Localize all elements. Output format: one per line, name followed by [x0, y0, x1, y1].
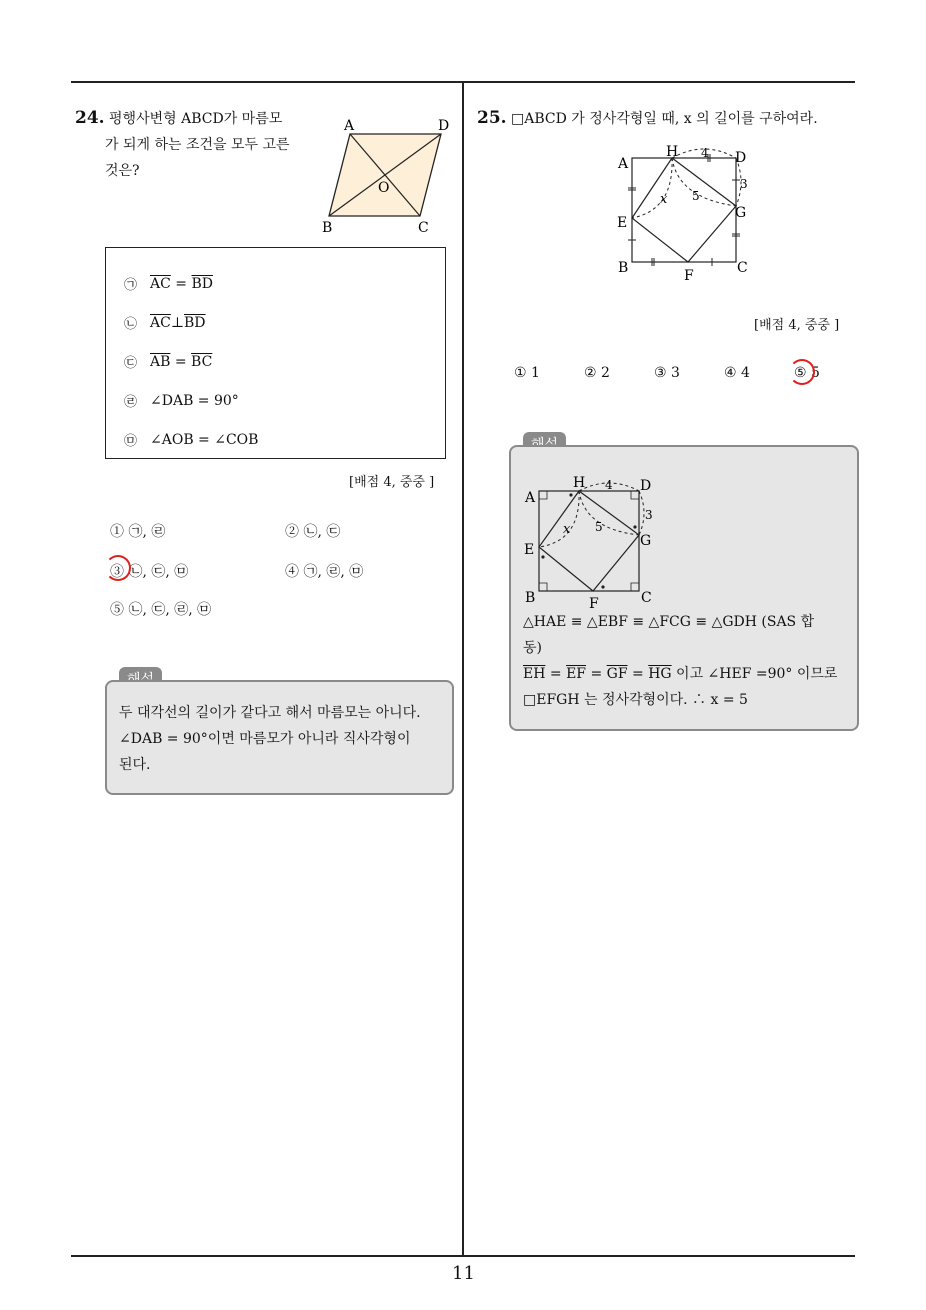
q25-choice-3[interactable]: ③ 3: [654, 365, 680, 381]
segment-bd: $\overline{BD}$: [184, 314, 206, 331]
solution-line1: 두 대각선의 길이가 같다고 해서 마름모는 아니다.: [119, 705, 421, 721]
q25-choice-5[interactable]: ⑤ 5: [794, 365, 820, 381]
solution-line2: 동): [523, 640, 542, 656]
tick-marks: [628, 154, 740, 266]
q24-choice-3[interactable]: ③ ㉡, ㉢, ㉤: [110, 564, 189, 580]
condition-3: [124, 352, 212, 371]
q25-answer-circle: [789, 359, 815, 385]
q24-answer-circle: [105, 555, 131, 581]
fig-label-d: D: [640, 478, 652, 494]
segment-bc: $\overline{BC}$: [191, 353, 213, 370]
q24-parallelogram-figure: [310, 110, 460, 240]
q25-text: [477, 105, 857, 132]
condition-mark: ㉢: [124, 356, 138, 371]
square-abcd: [632, 158, 736, 262]
operator: ⊥: [170, 314, 184, 331]
square-efgh: [632, 158, 736, 262]
condition-mark: ㉡: [124, 317, 138, 332]
fig-label-d: D: [735, 150, 747, 166]
operator: =: [545, 666, 567, 682]
fig-label-f: F: [684, 268, 694, 284]
fig-label-g: G: [735, 205, 747, 221]
solution-line3: 된다.: [119, 757, 151, 773]
q24-solution-text: [119, 700, 449, 778]
angle-dots: [541, 493, 636, 588]
square-efgh: [539, 491, 639, 591]
segment-hg: $\overline{HG}$: [648, 666, 672, 682]
q24-number: 24.: [75, 108, 105, 128]
fig-label-3: 3: [740, 177, 748, 191]
q25-solution-figure: [519, 467, 669, 612]
fig-label-x: x: [563, 522, 571, 537]
fig-label-4: 4: [605, 478, 613, 492]
fig-label-h: H: [573, 475, 586, 491]
fig-label-c: C: [641, 590, 652, 606]
condition-5: [124, 430, 258, 449]
q24-text-line2: 가 되게 하는 조건을 모두 고른: [105, 137, 290, 153]
bottom-rule: [71, 1255, 855, 1257]
segment-ab: $\overline{AB}$: [150, 353, 171, 370]
segment-gf: $\overline{GF}$: [606, 666, 628, 682]
q24-text: [75, 105, 315, 184]
solution-line3-rest: 이고 ∠HEF =90° 이므로: [671, 666, 838, 682]
condition-4: [124, 391, 239, 410]
label-d: D: [438, 118, 450, 134]
operator: =: [170, 353, 192, 370]
q24-choice-1[interactable]: ① ㉠, ㉣: [110, 524, 166, 540]
segment-ac: $\overline{AC}$: [150, 275, 171, 292]
right-angle-marks: [539, 491, 639, 591]
q25-question-text: □ABCD 가 정사각형일 때, x 의 길이를 구하여라.: [511, 111, 818, 127]
q25-choice-4[interactable]: ④ 4: [724, 365, 750, 381]
segment-ef: $\overline{EF}$: [566, 666, 587, 682]
solution-line4: □EFGH 는 정사각형이다. ∴ x = 5: [523, 692, 748, 708]
q24-choice-5[interactable]: ⑤ ㉡, ㉢, ㉣, ㉤: [110, 602, 212, 618]
label-c: C: [418, 220, 429, 236]
q24-conditions-box: [105, 247, 446, 459]
q25-score: [배점 4, 중중 ]: [754, 318, 840, 333]
q24-score: [배점 4, 중중 ]: [349, 475, 435, 490]
fig-label-a: A: [618, 156, 629, 172]
fig-label-b: B: [525, 590, 536, 606]
segment-ac: $\overline{AC}$: [150, 314, 171, 331]
solution-line1: △HAE ≡ △EBF ≡ △FCG ≡ △GDH (SAS 합: [523, 614, 815, 630]
q25-square-figure: [612, 140, 762, 285]
q24-solution-box: [105, 680, 454, 795]
fig-label-x: x: [660, 192, 668, 207]
fig-label-5: 5: [595, 520, 603, 534]
condition-mark: ㉣: [124, 395, 138, 410]
fig-label-c: C: [737, 260, 748, 276]
fig-label-a: A: [525, 490, 536, 506]
segment-bd: $\overline{BD}$: [191, 275, 213, 292]
dashed-arc-3: [639, 491, 644, 535]
solution-line3: [523, 666, 837, 682]
column-divider: [462, 82, 464, 1256]
q25-choice-1[interactable]: ① 1: [514, 365, 540, 381]
condition-mark: ㉤: [124, 434, 138, 449]
q24-choice-2[interactable]: ② ㉡, ㉢: [285, 524, 341, 540]
condition-text: ∠DAB = 90°: [150, 392, 239, 409]
q25-solution-box: [509, 445, 859, 731]
q25-choice-2[interactable]: ② 2: [584, 365, 610, 381]
fig-label-4: 4: [701, 146, 709, 160]
q25-number: 25.: [477, 108, 507, 128]
square-abcd: [539, 491, 639, 591]
operator: =: [627, 666, 649, 682]
fig-label-h: H: [666, 144, 679, 160]
condition-mark: ㉠: [124, 278, 138, 293]
label-b: B: [322, 220, 333, 236]
q24-text-line3: 것은?: [105, 163, 140, 179]
page-number: 11: [452, 1263, 475, 1284]
fig-label-5: 5: [692, 189, 700, 203]
label-a: A: [344, 118, 355, 134]
condition-1: [124, 274, 213, 293]
fig-label-3: 3: [645, 508, 653, 522]
q24-choice-4[interactable]: ④ ㉠, ㉣, ㉤: [285, 564, 364, 580]
fig-label-f: F: [589, 596, 599, 612]
solution-line2: ∠DAB = 90°이면 마름모가 아니라 직사각형이: [119, 731, 411, 747]
fig-label-e: E: [617, 215, 628, 231]
q25-solution-text: [523, 609, 853, 713]
segment-eh: $\overline{EH}$: [523, 666, 546, 682]
condition-2: [124, 313, 206, 332]
fig-label-e: E: [524, 542, 535, 558]
condition-text: ∠AOB = ∠COB: [150, 431, 259, 448]
fig-label-g: G: [640, 533, 652, 549]
label-o: O: [378, 180, 390, 196]
fig-label-b: B: [618, 260, 629, 276]
operator: =: [586, 666, 607, 682]
operator: =: [170, 275, 192, 292]
q24-text-line1: 평행사변형 ABCD가 마름모: [109, 111, 283, 127]
